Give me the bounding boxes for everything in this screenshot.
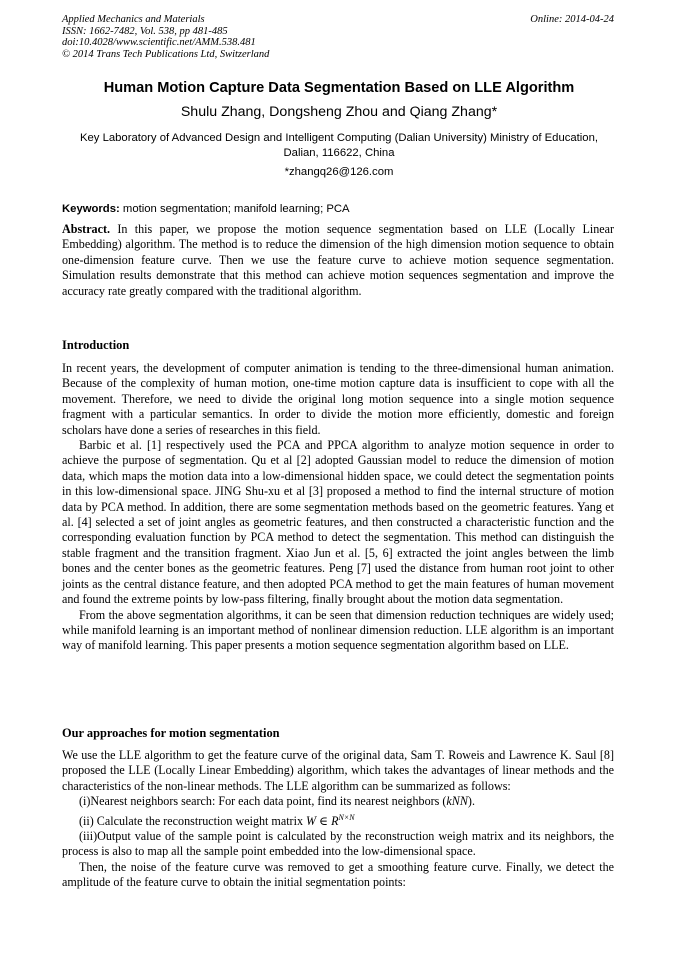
section-heading-approach: Our approaches for motion segmentation [62, 726, 280, 740]
step-1-end: ). [467, 794, 475, 809]
step-3: (iii)Output value of the sample point is calculated by the reconstruction weigh matrix and its neighbors, the process is also to map all the sample point embedded into the low-dimensional space. [62, 829, 614, 859]
step-2 [62, 810, 614, 829]
author-email[interactable]: *zhangq26@126.com [284, 166, 394, 178]
approach-body [62, 748, 614, 891]
journal-name: Applied Mechanics and Materials [62, 14, 205, 25]
abstract [62, 222, 614, 299]
keywords-text: motion segmentation; manifold learning; PCA [122, 203, 350, 215]
step-1-text: (i)Nearest neighbors search: For each data point, find its nearest neighbors ( [79, 794, 447, 809]
step-2-text: (ii) Calculate the reconstruction weight matrix [79, 813, 307, 828]
introduction-body [62, 361, 614, 654]
step-4: Then, the noise of the feature curve was removed to get a smoothing feature curve. Finally, we detect the amplitude of the feature curve to obtain the initial segmentation points: [62, 859, 614, 890]
step-1 [62, 794, 614, 809]
weight-matrix-math: W ∈ R [306, 813, 339, 828]
journal-header [62, 14, 614, 60]
paper-title: Human Motion Capture Data Segmentation Based on LLE Algorithm [103, 80, 575, 96]
online-date: Online: 2014-04-24 [530, 14, 614, 25]
paragraph: In recent years, the development of computer animation is tending to the three-dimensional human animation. Because of the complexity of human motion, one-time motion capture data is insufficient to cope with all the movement. Therefore, we need to divide the original long motion sequence into a single motion sequence fragment with a particular semantics. In order to divide the motion more efficiently, domestic and foreign scholars have done a series of researches in this field. [62, 361, 614, 437]
doi-line[interactable]: doi:10.4028/www.scientific.net/AMM.538.481 [62, 37, 256, 49]
section-heading-introduction: Introduction [62, 338, 130, 352]
paragraph: Barbic et al. [1] respectively used the PCA and PPCA algorithm to analyze motion sequence in order to achieve the purpose of segmentation. Qu et al [2] adopted Gaussian model to reduce the dimension of motion data, which maps the motion data into a low-dimensional hidden space, we could detect the segmentation points in this low-dimensional space. JING Shu-xu et al [3] proposed a method to find the internal structure of motion data by PCA method. In addition, there are some segmentation methods based on the geometric features. Yang et al. [4] selected a set of joint angles as geometric features, and then constructed a characteristic function and the corresponding evaluation function by PCA method to detect the segmentation. This method can distinguish the stable fragment and the transition fragment. Xiao Jun et al. [5, 6] extracted the joint angles between the limb bones and the center bones as the geometric features. Peng [7] used the distance from human root joint to other joints as the central distance feature, and then adopted PCA method to get the main features of human movement and found the extreme points by low-pass filtering, finally brought about the motion data segmentation. [62, 438, 614, 607]
paragraph: From the above segmentation algorithms, it can be seen that dimension reduction techniques are widely used; while manifold learning is an important method of nonlinear dimension reduction. LLE algorithm is an important way of manifold learning. This paper presents a motion sequence segmentation algorithm based on LLE. [62, 607, 614, 653]
matrix-dimension: N×N [338, 812, 355, 822]
author-list: Shulu Zhang, Dongsheng Zhou and Qiang Zhang* [180, 104, 498, 120]
affiliation: Key Laboratory of Advanced Design and Intelligent Computing (Dalian University) Ministry of Education, Dalian, 116622, China [79, 132, 599, 159]
abstract-text: In this paper, we propose the motion sequence segmentation based on LLE (Locally Linear Embedding) algorithm. The method is to reduce the dimension of the high dimension motion sequence to obtain one-dimension feature curve. Then we use the feature curve to achieve motion sequence segmentation. Simulation results demonstrate that this method can achieve motion sequences segmentation and improve the accuracy rate greatly compared with the traditional algorithm. [62, 222, 614, 298]
keywords [62, 203, 614, 215]
paragraph: We use the LLE algorithm to get the feature curve of the original data, Sam T. Roweis and Lawrence K. Saul [8] proposed the LLE (Locally Linear Embedding) algorithm, which takes the advantages of linear methods and the characteristics of the non-linear methods. The LLE algorithm can be summarized as follows: [62, 748, 614, 793]
copyright-line: © 2014 Trans Tech Publications Ltd, Switzerland [62, 48, 270, 60]
abstract-label: Abstract. [62, 222, 111, 236]
knn-math: kNN [446, 794, 468, 809]
issn-line: ISSN: 1662-7482, Vol. 538, pp 481-485 [62, 25, 228, 37]
keywords-label: Keywords: [62, 203, 120, 215]
